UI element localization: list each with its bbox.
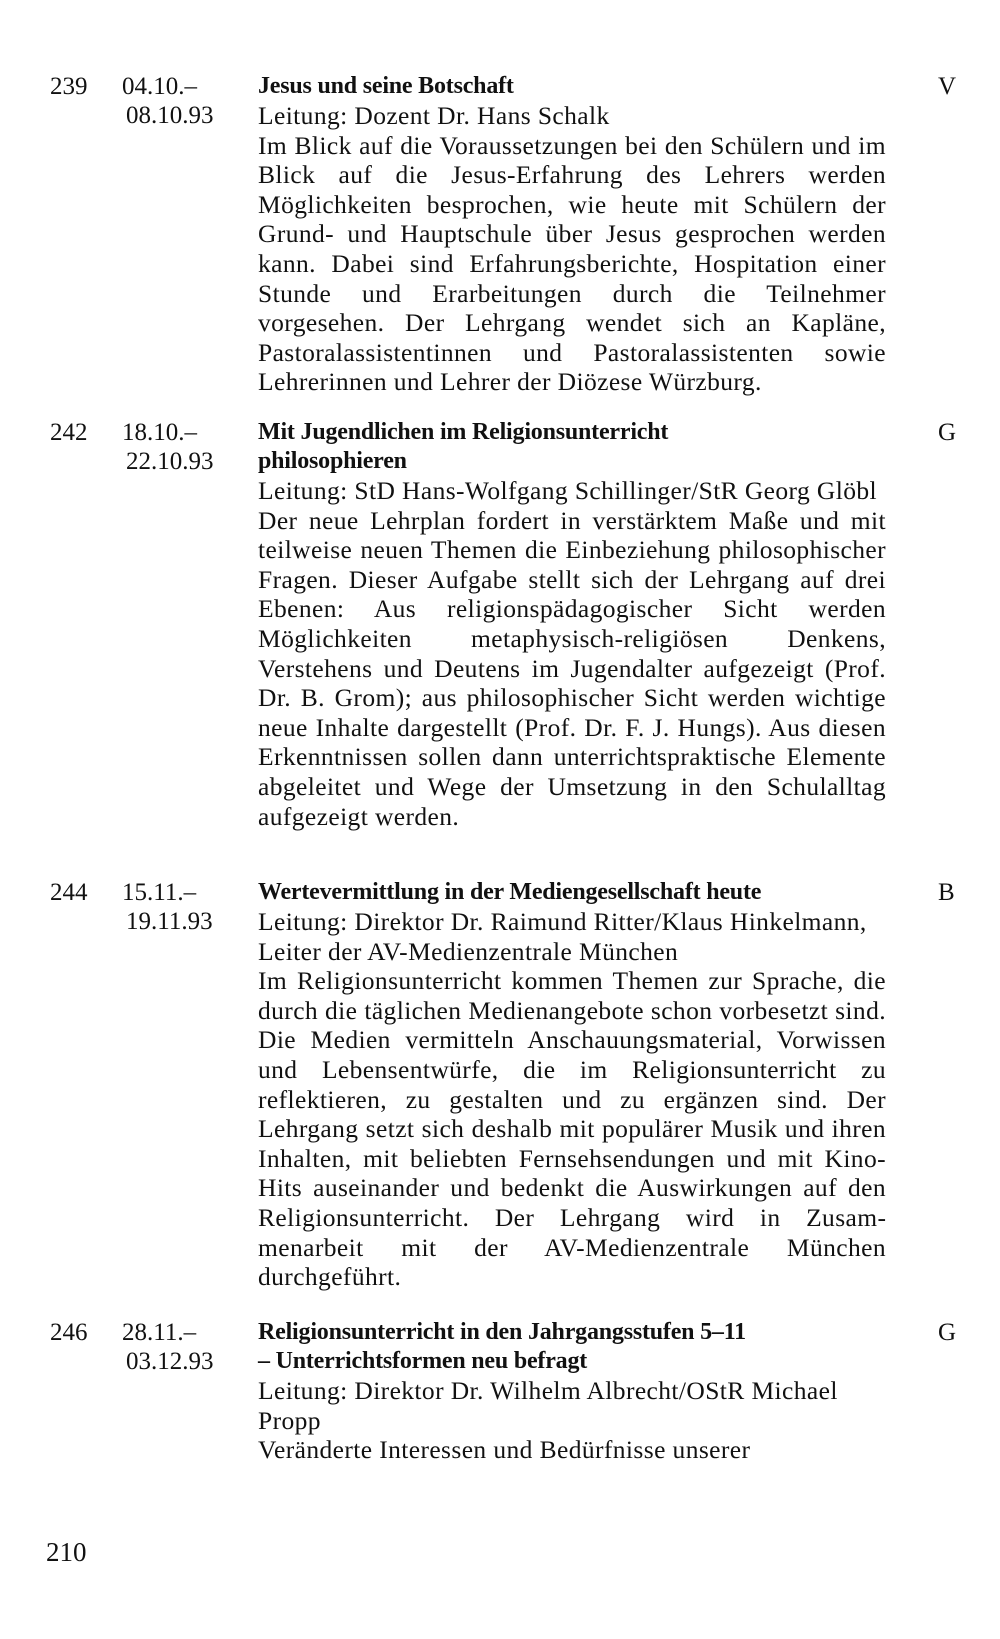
course-number: 244 — [50, 879, 88, 906]
course-title-line: philosophieren — [258, 448, 407, 474]
date-from: 18.10.– — [122, 419, 197, 446]
course-title — [258, 878, 886, 907]
date-to: 08.10.93 — [126, 102, 214, 129]
course-type-code: V — [938, 73, 957, 100]
date-to: 03.12.93 — [126, 1348, 214, 1375]
date-from: 28.11.– — [122, 1319, 197, 1346]
course-body — [258, 418, 886, 831]
date-from: 04.10.– — [122, 73, 197, 100]
course-dates — [122, 418, 214, 476]
course-type-code: G — [938, 1319, 957, 1346]
course-title — [258, 418, 886, 476]
date-to: 19.11.93 — [126, 908, 213, 935]
page-number: 210 — [46, 1537, 87, 1567]
date-from: 15.11.– — [122, 879, 197, 906]
course-number: 242 — [50, 419, 88, 446]
course-number: 246 — [50, 1319, 88, 1346]
course-type-code: G — [938, 419, 957, 446]
course-title-line: – Unterrichtsformen neu befragt — [258, 1348, 588, 1374]
course-title-line: Religionsunterricht in den Jahrgangsstufen 5–11 — [258, 1319, 746, 1345]
course-leader: Leitung: Direktor Dr. Wilhelm Albrecht/OStR Michael Propp — [258, 1376, 838, 1435]
course-type-code: B — [938, 879, 955, 906]
course-title-line: Wertevermittlung in der Mediengesellschaft heute — [258, 879, 762, 905]
course-title — [258, 1318, 886, 1376]
course-body — [258, 72, 886, 397]
course-number: 239 — [50, 73, 88, 100]
course-title — [258, 72, 886, 101]
course-leader: Leitung: StD Hans-Wolfgang Schillinger/StR Georg Glöbl — [258, 476, 877, 505]
course-title-line: Mit Jugendlichen im Religionsunterricht — [258, 419, 669, 445]
course-leader: Leitung: Dozent Dr. Hans Schalk — [258, 101, 610, 130]
course-body — [258, 878, 886, 1292]
course-description: Der neue Lehrplan fordert in verstärktem Maße und mit teilweise neuen Themen die Einbeziehung philosophischer Fragen. Dieser Aufgabe stellt sich der Lehrgang auf drei Ebenen: Aus religionspädagogischer Sicht werden Möglichkeiten metaphysisch-religiösen Denkens, Verstehens und Deutens im Jugendalter aufgezeigt (Prof. Dr. B. Grom); aus philosophischer Sicht werden wichtige neue Inhalte dargestellt (Prof. Dr. F. J. Hungs). Aus diesen Erkenntnissen sollen dann unterrichtspraktische Elemente abgeleitet und Wege der Umsetzung in den Schulalltag aufgezeigt werden. — [258, 505, 886, 831]
course-description: Im Religionsunterricht kommen Themen zur Sprache, die durch die täglichen Medienangebote schon vorbesetzt sind. Die Medien vermitteln Anschauungsmaterial, Vorwissen und Lebensentwürfe, die im Religionsunterricht zu reflektieren, zu gestalten und zu ergänzen sind. Der Lehrgang setzt sich deshalb mit populärer Musik und ihren Inhalten, mit beliebten Fernsehsendungen und mit Kino-Hits auseinander und bedenkt die Auswirkungen auf den Religionsunterricht. Der Lehrgang wird in Zusammenarbeit mit der AV-Medienzentrale München durchgeführt. — [258, 966, 886, 1292]
course-title-line: Jesus und seine Botschaft — [258, 73, 514, 99]
course-dates — [122, 878, 213, 936]
course-dates — [122, 1318, 214, 1376]
date-to: 22.10.93 — [126, 448, 214, 475]
course-body — [258, 1318, 886, 1465]
course-dates — [122, 72, 214, 130]
course-leader: Leitung: Direktor Dr. Raimund Ritter/Klaus Hinkelmann, Leiter der AV-Medienzentrale München — [258, 907, 867, 966]
course-description: Im Blick auf die Voraussetzungen bei den Schülern und im Blick auf die Jesus-Erfahrung des Lehrers werden Möglichkeiten besprochen, wie heute mit Schülern der Grund- und Hauptschule über Jesus gesprochen werden kann. Dabei sind Erfahrungsberichte, Hospitation einer Stunde und Erarbeitungen durch die Teilnehmer vorgesehen. Der Lehrgang wendet sich an Kapläne, Pastoralassistentinnen und Pastoralassistenten sowie Lehrerinnen und Lehrer der Diözese Würzburg. — [258, 130, 886, 397]
course-description: Veränderte Interessen und Bedürfnisse unserer — [258, 1435, 751, 1465]
